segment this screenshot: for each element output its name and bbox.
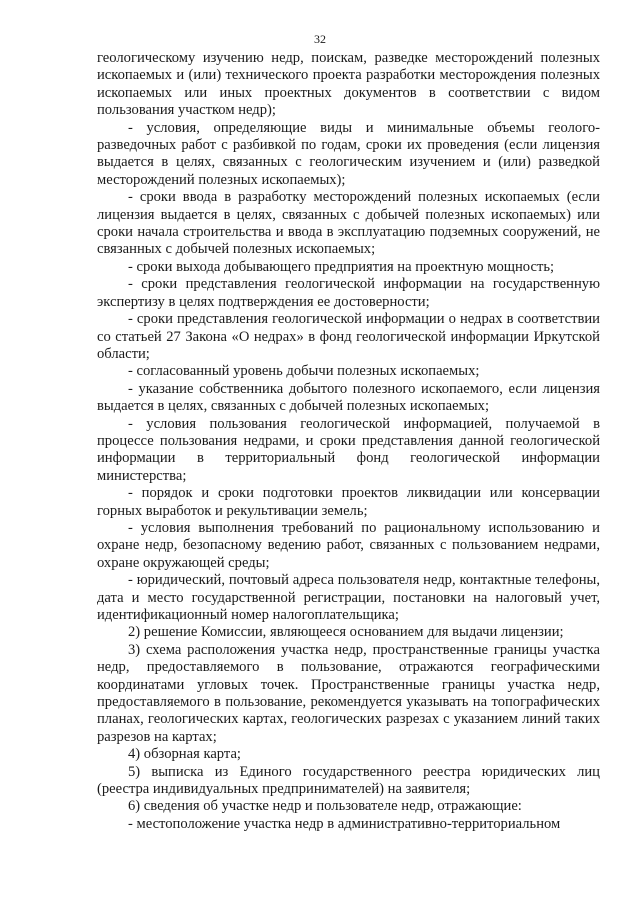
- paragraph-liquidation-projects: - порядок и сроки подготовки проектов ликвидации или консервации горных выработок и рекультивации земель;: [97, 485, 600, 519]
- paragraph-subsoil-protection: - условия выполнения требований по рациональному использованию и охране недр, безопасному ведению работ, связанных с пользованием недрами, охране окружающей среды;: [97, 519, 600, 571]
- paragraph-development-deadlines: - сроки ввода в разработку месторождений полезных ископаемых (если лицензия выдается в целях, связанных с добычей полезных ископаемых) или сроки начала строительства и ввода в эксплуатацию подземных сооружений, не связанных с добычей полезных ископаемых;: [97, 189, 600, 258]
- paragraph-exploration-conditions: - условия, определяющие виды и минимальные объемы геолого-разведочных работ с разбивкой по годам, сроки их проведения (если лицензия выдается в целях, связанных с геологическим изучением и (или) разведкой месторождений полезных ископаемых);: [97, 119, 600, 188]
- page-number: 32: [314, 32, 326, 46]
- paragraph-registry-extract: 5) выписка из Единого государственного реестра юридических лиц (реестра индивидуальных предпринимателей) на заявителя;: [97, 763, 600, 798]
- paragraph-mineral-owner: - указание собственника добытого полезного ископаемого, если лицензия выдается в целях, связанных с добычей полезных ископаемых;: [97, 380, 600, 415]
- paragraph-commission-decision: 2) решение Комиссии, являющееся основанием для выдачи лицензии;: [128, 624, 564, 641]
- document-body: [97, 50, 600, 833]
- paragraph-design-capacity: - сроки выхода добывающего предприятия на проектную мощность;: [128, 258, 555, 275]
- paragraph-area-info: 6) сведения об участке недр и пользователе недр, отражающие:: [128, 798, 522, 815]
- paragraph-production-level: - согласованный уровень добычи полезных ископаемых;: [128, 363, 480, 380]
- paragraph-continuation: геологическому изучению недр, поискам, разведке месторождений полезных ископаемых и (или) технического проекта разработки месторождения полезных ископаемых или иных проектных документов в соответствии с видом пользования участком недр);: [97, 50, 600, 119]
- paragraph-info-usage-conditions: - условия пользования геологической информацией, получаемой в процессе пользования недрами, и сроки представления данной геологической информации в территориальный фонд геологической информации министерства;: [97, 415, 600, 484]
- paragraph-geological-info-fund: - сроки представления геологической информации о недрах в соответствии со статьей 27 Закона «О недрах» в фонд геологической информации Иркутской области;: [97, 311, 600, 362]
- paragraph-location: - местоположение участка недр в административно-территориальном: [128, 815, 561, 832]
- paragraph-overview-map: 4) обзорная карта;: [128, 746, 241, 763]
- paragraph-area-scheme: 3) схема расположения участка недр, пространственные границы участка недр, предоставляемого в пользование, отражаются географическими координатами угловых точек. Пространственные границы участка недр, предоставляемого в пользование, рекомендуется указывать на топографических планах, геологических картах, геологических разрезах с указанием линий таких разрезов на картах;: [97, 641, 600, 745]
- paragraph-user-details: - юридический, почтовый адреса пользователя недр, контактные телефоны, дата и место государственной регистрации, постановки на налоговый учет, идентификационный номер налогоплательщика;: [97, 572, 600, 623]
- paragraph-state-expertise: - сроки представления геологической информации на государственную экспертизу в целях подтверждения ее достоверности;: [97, 276, 600, 310]
